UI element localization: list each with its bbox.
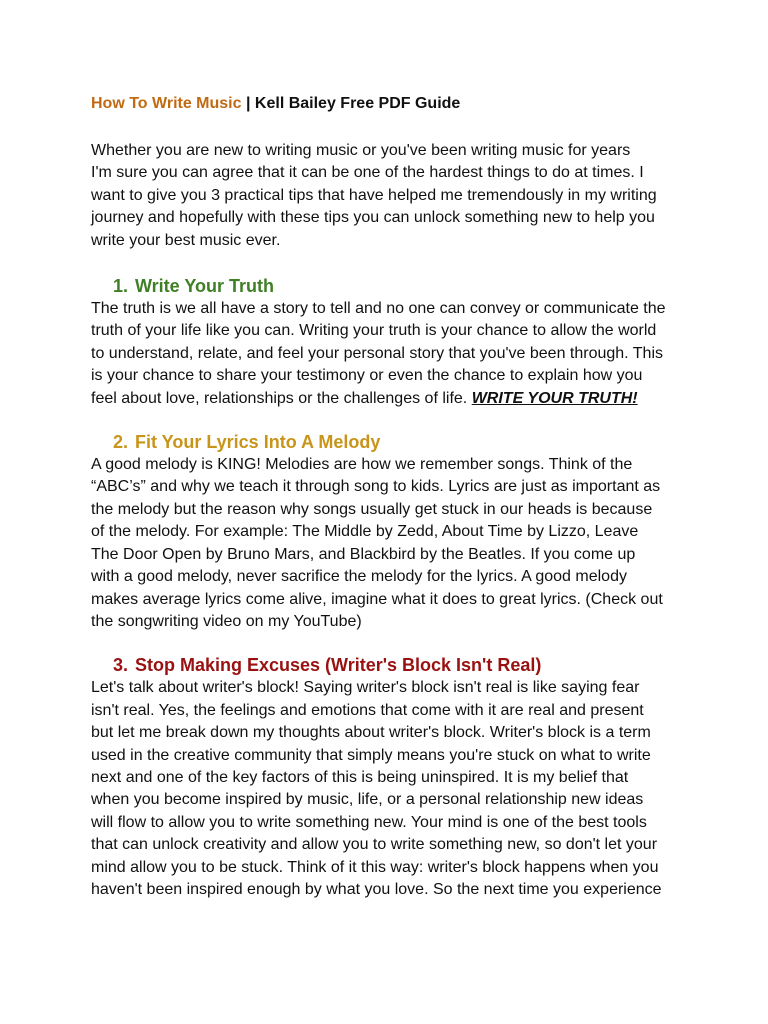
body-line: makes average lyrics come alive, imagine what it does to great lyrics. (Check out: [91, 590, 663, 608]
section-1-heading: [91, 274, 691, 298]
title-subtitle: Kell Bailey Free PDF Guide: [254, 95, 461, 112]
body-line: The truth is we all have a story to tell and no one can convey or communicate the: [91, 300, 666, 318]
intro-line: journey and hopefully with these tips you can unlock something new to help you: [91, 209, 655, 227]
body-line: mind allow you to be stuck. Think of it this way: writer's block happens when you: [91, 858, 659, 876]
body-line: that can unlock creativity and allow you to write something new, so don't let your: [91, 836, 658, 854]
intro-line: want to give you 3 practical tips that have helped me tremendously in my writing: [91, 186, 657, 204]
title-separator: |: [245, 95, 251, 112]
body-line: haven't been inspired enough by what you love. So the next time you experience: [91, 880, 662, 898]
body-line: [91, 388, 691, 410]
body-line: used in the creative community that simply means you're stuck on what to write: [91, 746, 651, 764]
intro-line: I'm sure you can agree that it can be one of the hardest things to do at times. I: [91, 164, 644, 182]
write-your-truth-emphasis: WRITE YOUR TRUTH!: [471, 389, 638, 407]
section-title: Fit Your Lyrics Into A Melody: [135, 432, 381, 453]
section-2-body: [91, 454, 691, 633]
section-3-heading: [91, 653, 691, 677]
section-title: Stop Making Excuses (Writer's Block Isn't Real): [135, 655, 542, 676]
intro-line: Whether you are new to writing music or you've been writing music for years: [91, 142, 631, 159]
body-line: truth of your life like you can. Writing your truth is your chance to allow the world: [91, 322, 657, 340]
body-line: The Door Open by Bruno Mars, and Blackbird by the Beatles. If you come up: [91, 545, 636, 563]
intro-paragraph: [91, 140, 691, 252]
title-link[interactable]: How To Write Music: [91, 95, 242, 112]
body-line: will flow to allow you to write something new. Your mind is one of the best tools: [91, 813, 647, 831]
body-line: isn't real. Yes, the feelings and emotions that come with it are real and present: [91, 701, 644, 719]
section-3-body: [91, 677, 691, 901]
body-line: of the melody. For example: The Middle by Zedd, About Time by Lizzo, Leave: [91, 523, 639, 541]
body-line: is your chance to share your testimony or even the chance to explain how you: [91, 367, 643, 385]
body-line: next and one of the key factors of this is being uninspired. It is my belief that: [91, 768, 629, 786]
body-line: Let's talk about writer's block! Saying writer's block isn't real is like saying fear: [91, 679, 640, 697]
document-page: [91, 93, 691, 901]
section-number: 2.: [113, 432, 129, 453]
body-line: the songwriting video on my YouTube): [91, 612, 362, 630]
intro-line: write your best music ever.: [91, 231, 281, 249]
section-2-heading: [91, 430, 691, 454]
body-line: when you become inspired by music, life, or a personal relationship new ideas: [91, 791, 644, 809]
section-1-body: [91, 298, 691, 410]
section-number: 3.: [113, 655, 129, 676]
body-line: A good melody is KING! Melodies are how we remember songs. Think of the: [91, 456, 633, 474]
body-line: “ABC’s” and why we teach it through song to kids. Lyrics are just as important as: [91, 478, 661, 496]
body-line: but let me break down my thoughts about writer's block. Writer's block is a term: [91, 724, 651, 742]
document-title: [91, 93, 691, 115]
body-line: with a good melody, never sacrifice the melody for the lyrics. A good melody: [91, 568, 627, 586]
section-title: Write Your Truth: [135, 276, 275, 297]
section-number: 1.: [113, 276, 129, 297]
body-line: the melody but the reason why songs usually get stuck in our heads is because: [91, 500, 653, 518]
body-text: feel about love, relationships or the challenges of life.: [91, 389, 472, 407]
body-line: to understand, relate, and feel your personal story that you've been through. This: [91, 344, 664, 362]
